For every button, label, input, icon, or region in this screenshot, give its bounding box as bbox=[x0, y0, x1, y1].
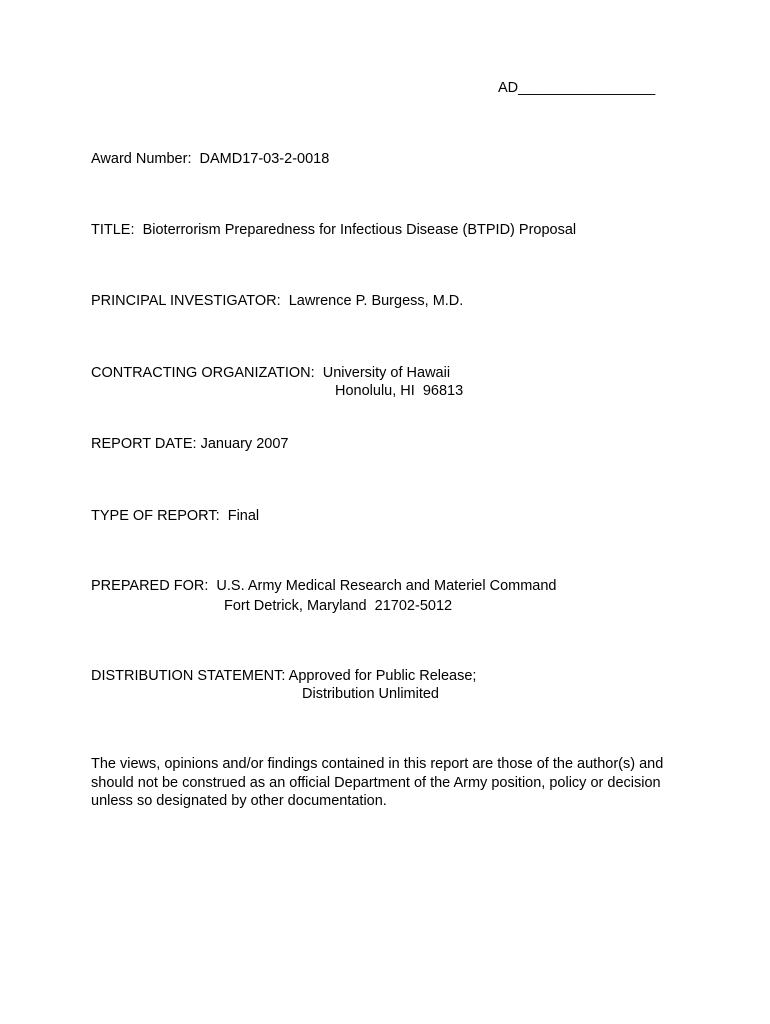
prepared-for-name: U.S. Army Medical Research and Materiel Command bbox=[216, 578, 557, 594]
report-title-value: Bioterrorism Preparedness for Infectious Disease (BTPID) Proposal bbox=[142, 222, 577, 238]
disclaimer-line: The views, opinions and/or findings contained in this report are those of the author(s) and bbox=[91, 756, 664, 772]
report-type-label: TYPE OF REPORT: bbox=[91, 508, 220, 524]
report-date-value: January 2007 bbox=[200, 436, 289, 452]
award-number bbox=[91, 150, 329, 168]
distribution-statement bbox=[91, 667, 476, 685]
disclaimer-line: should not be construed as an official Department of the Army position, policy or decision bbox=[91, 774, 661, 791]
contracting-organization-name: University of Hawaii bbox=[322, 365, 451, 381]
report-type-value: Final bbox=[227, 508, 260, 524]
contracting-organization bbox=[91, 364, 450, 382]
report-date bbox=[91, 435, 288, 453]
report-title bbox=[91, 221, 576, 239]
ad-number-line: AD_________________ bbox=[498, 80, 656, 96]
prepared-for bbox=[91, 577, 557, 595]
disclaimer-paragraph bbox=[91, 755, 691, 811]
award-number-value: DAMD17-03-2-0018 bbox=[199, 151, 330, 167]
report-date-label: REPORT DATE: bbox=[91, 436, 197, 452]
award-number-label: Award Number: bbox=[91, 151, 192, 167]
contracting-organization-label: CONTRACTING ORGANIZATION: bbox=[91, 365, 315, 381]
distribution-statement-label: DISTRIBUTION STATEMENT: bbox=[91, 668, 286, 684]
prepared-for-label: PREPARED FOR: bbox=[91, 578, 209, 594]
report-title-label: TITLE: bbox=[91, 222, 135, 238]
prepared-for-address: Fort Detrick, Maryland 21702-5012 bbox=[224, 598, 453, 614]
distribution-statement-line1: Approved for Public Release; bbox=[288, 668, 477, 684]
principal-investigator-label: PRINCIPAL INVESTIGATOR: bbox=[91, 293, 281, 309]
contracting-organization-address: Honolulu, HI 96813 bbox=[335, 383, 464, 399]
principal-investigator bbox=[91, 292, 463, 310]
disclaimer-line: unless so designated by other documentation. bbox=[91, 793, 387, 809]
principal-investigator-value: Lawrence P. Burgess, M.D. bbox=[288, 293, 464, 309]
distribution-statement-line2: Distribution Unlimited bbox=[302, 686, 439, 702]
report-type bbox=[91, 507, 259, 525]
